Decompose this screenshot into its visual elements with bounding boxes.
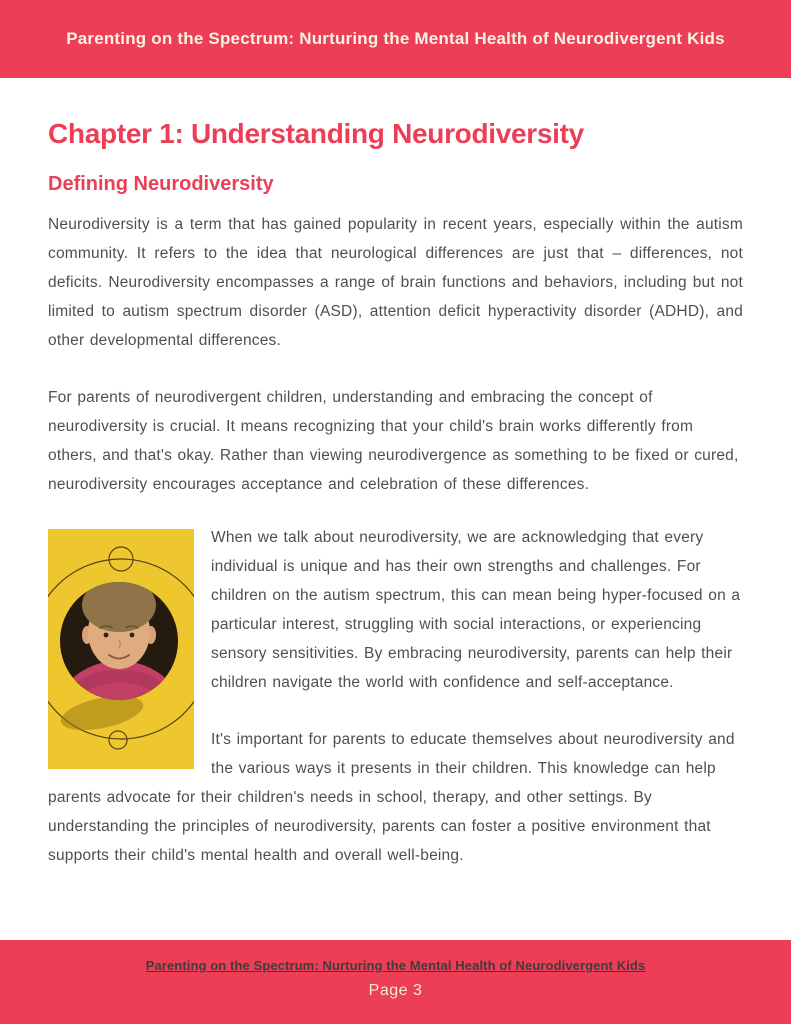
section-title: Defining Neurodiversity	[48, 173, 274, 195]
page-number: Page 3	[368, 982, 423, 999]
paragraph-2: For parents of neurodivergent children, understanding and embracing the concept of neurodiversity is crucial. It means recognizing that your child's brain works differently from others, and that's okay. Rather than viewing neurodivergence as something to be fixed or cured, neurodiversity encourages acceptance and celebration of these differences.	[48, 389, 739, 493]
child-photo	[48, 529, 194, 769]
header-band	[0, 0, 791, 78]
page-content	[0, 118, 791, 870]
chapter-title: Chapter 1: Understanding Neurodiversity	[48, 118, 584, 149]
photo-text-section	[48, 523, 743, 870]
paragraph-3: When we talk about neurodiversity, we are acknowledging that every individual is unique and has their own strengths and challenges. For children on the autism spectrum, this can mean being hyper-focused on a particular interest, struggling with social interactions, or experiencing sensory sensitivities. By embracing neurodiversity, parents can help their children navigate the world with confidence and self-acceptance.	[211, 529, 741, 691]
child-photo-illustration	[48, 529, 194, 769]
footer-title-link[interactable]: Parenting on the Spectrum: Nurturing the Mental Health of Neurodivergent Kids	[145, 958, 646, 973]
paragraph-4: It's important for parents to educate themselves about neurodiversity and the various ways it presents in their children. This knowledge can help parents advocate for their children's needs in school, therapy, and other settings. By understanding the principles of neurodiversity, parents can foster a positive environment that supports their child's mental health and overall well-being.	[48, 731, 735, 864]
paragraph-1: Neurodiversity is a term that has gained popularity in recent years, especially within the autism community. It refers to the idea that neurological differences are just that – differences, not deficits. Neurodiversity encompasses a range of brain functions and behaviors, including but not limited to autism spectrum disorder (ASD), attention deficit hyperactivity disorder (ADHD), and other developmental differences.	[48, 216, 743, 349]
header-title: Parenting on the Spectrum: Nurturing the Mental Health of Neurodivergent Kids	[66, 29, 725, 48]
footer-band	[0, 940, 791, 1024]
